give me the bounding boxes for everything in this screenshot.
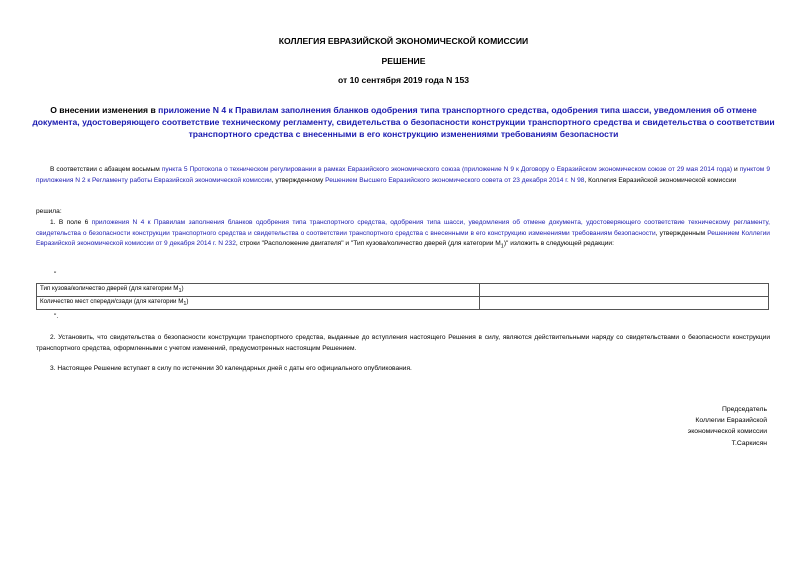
quote-open: ": [54, 271, 57, 278]
date-number-heading: от 10 сентября 2019 года N 153: [337, 75, 470, 85]
intro-text-1: В соответствии с абзацем восьмым: [50, 166, 162, 173]
amendment-table: [36, 283, 769, 310]
item1-text-3: , строки "Расположение двигателя" и "Тип кузова/количество дверей (для категории: [235, 240, 496, 248]
intro-link-decision[interactable]: Решением Высшего Евразийского экономического совета от 23 декабря 2014 г. N 98: [325, 176, 585, 184]
signature-title-2: Коллегии Евразийской: [695, 417, 767, 425]
quote-close: ".: [54, 313, 59, 320]
item3-paragraph: 3. Настоящее Решение вступает в силу по истечении 30 календарных дней с даты его официального опубликования.: [50, 365, 412, 372]
intro-text-4: , Коллегия Евразийской экономической комиссии: [584, 176, 737, 184]
intro-link-protocol[interactable]: пункта 5 Протокола о техническом регулировании в рамках Евразийского экономического союза (приложение N 9 к Договору о Евразийском экономическом союзе от 29 мая 2014 года): [161, 166, 733, 173]
item1-text-4: )" изложить в следующей редакции:: [503, 240, 614, 248]
item1-text-1: 1. В поле 6: [50, 219, 92, 226]
intro-text-3: , утвержденному: [271, 176, 326, 184]
title-link[interactable]: приложение N 4 к Правилам заполнения бланков одобрения типа транспортного средства, одобрения типа шасси, уведомления об отмене документа, удостоверяющего соответствие техническому регламенту, свидетельства о безопасности конструкции транспортного средства и свидетельства о соответствии транспортного средства с внесенными в его конструкцию изменениями требованиям безопасности: [32, 105, 775, 139]
document-title: [30, 104, 777, 140]
table-row: [37, 297, 769, 310]
title-prefix: О внесении изменения в: [50, 105, 159, 115]
table-row: [37, 284, 769, 297]
item1-link-annex[interactable]: приложения N 4 к Правилам заполнения бланков одобрения типа транспортного средства, одобрения типа шасси, уведомления об отмене документа, удостоверяющего соответствие техническому регламенту, свидетельства о безопасности конструкции транспортного средства и свидетельства о соответствии транспортного средства с внесенными в его конструкцию изменениями требованиям безопасности: [36, 219, 770, 237]
item1-text-2: , утвержденным: [655, 229, 708, 237]
table-cell-value: [480, 297, 769, 310]
table-cell-value: [480, 284, 769, 297]
item2-paragraph: 2. Установить, что свидетельства о безопасности конструкции транспортного средства, выданные до вступления настоящего Решения в силу, являются действительными наряду со свидетельствами о безопасности конструкции транспортного средства, оформленными с учетом изменений, предусмотренных настоящим Решением.: [36, 334, 770, 352]
signature-name: Т.Саркисян: [731, 439, 767, 447]
doc-type-heading: РЕШЕНИЕ: [381, 56, 426, 66]
item1-category: M: [495, 240, 501, 248]
signature-title-1: Председатель: [722, 406, 767, 413]
item1-link-decision[interactable]: Решением Коллегии Евразийской экономической комиссии от 9 декабря 2014 г. N 232: [36, 229, 770, 248]
table-cell-label: Количество мест спереди/сзади (для категории M1): [37, 297, 480, 310]
intro-link-regulation[interactable]: пунктом 9 приложения N 2 к Регламенту работы Евразийской экономической комиссии: [36, 166, 770, 184]
signature-block: [688, 404, 767, 449]
intro-text-2: и: [732, 166, 740, 173]
decided-label: решила:: [36, 208, 62, 215]
intro-paragraph: [36, 165, 770, 186]
table-cell-label: Тип кузова/количество дверей (для категории M1): [37, 284, 480, 297]
item1-category-sub: 1: [500, 243, 504, 250]
org-heading: КОЛЛЕГИЯ ЕВРАЗИЙСКОЙ ЭКОНОМИЧЕСКОЙ КОМИССИИ: [278, 36, 529, 46]
signature-title-3: экономической комиссии: [687, 428, 767, 436]
item1-paragraph: [36, 218, 770, 252]
